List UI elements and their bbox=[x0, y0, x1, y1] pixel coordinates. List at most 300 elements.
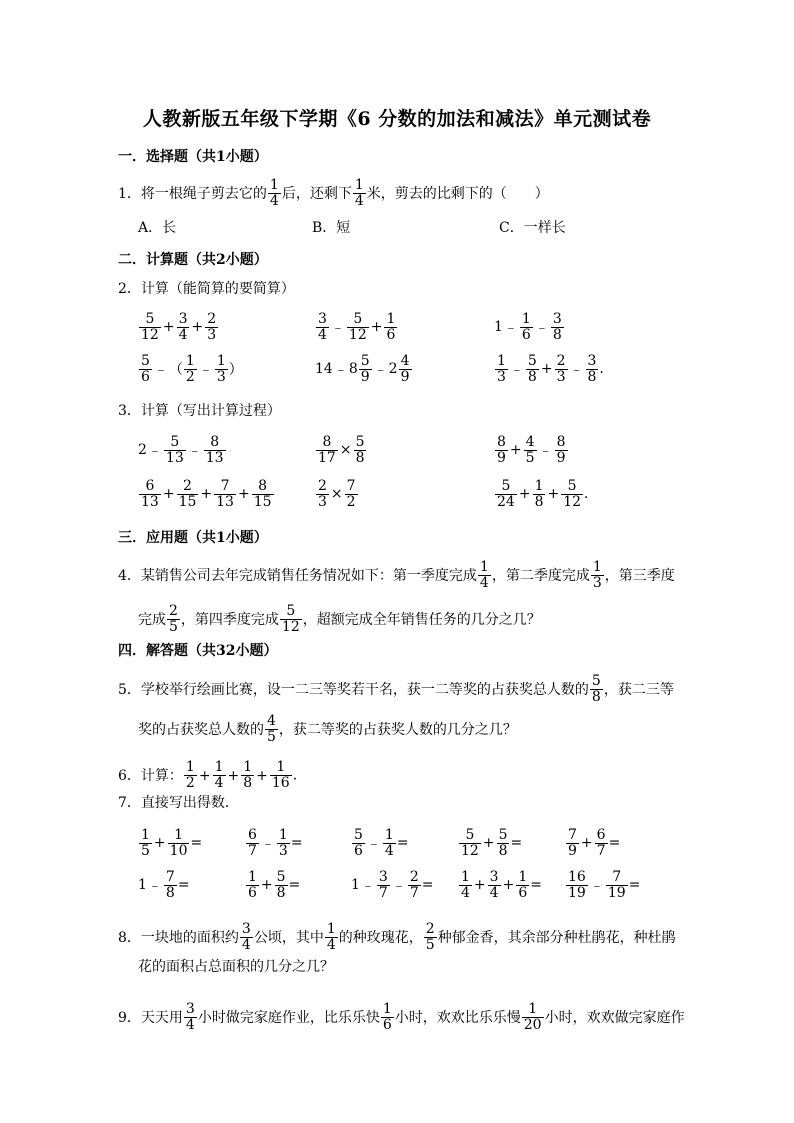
expression-q7-1 bbox=[138, 826, 202, 860]
denominator: 13 bbox=[216, 493, 234, 510]
denominator: 6 bbox=[248, 884, 257, 901]
expression-q2-3 bbox=[494, 310, 565, 344]
fraction bbox=[177, 479, 199, 510]
question-text: 完成 bbox=[138, 611, 166, 628]
minus-sign: ﹣ bbox=[589, 878, 604, 894]
numerator: 4 bbox=[267, 713, 276, 729]
expression-q2-5 bbox=[315, 352, 413, 386]
denominator: 13 bbox=[165, 449, 184, 466]
numerator: 3 bbox=[587, 352, 597, 369]
plus-sign: + bbox=[580, 835, 593, 851]
numerator: 5 bbox=[286, 603, 296, 619]
question-text: 种郁金香，其余部分种杜鹃花，种杜鹃 bbox=[437, 929, 676, 946]
number: 8 bbox=[348, 361, 358, 377]
denominator: 17 bbox=[318, 449, 336, 466]
expression-q7-4 bbox=[458, 826, 522, 860]
times-sign: × bbox=[339, 442, 352, 458]
numerator: 7 bbox=[612, 868, 622, 885]
numerator: 8 bbox=[497, 433, 506, 450]
section-heading-solve: 四．解答题（共32小题） bbox=[118, 643, 278, 659]
question-number: 4． bbox=[118, 567, 141, 584]
denominator: 9 bbox=[568, 842, 577, 859]
plus-sign: + bbox=[191, 319, 204, 335]
denominator: 8 bbox=[355, 449, 365, 466]
denominator: 7 bbox=[248, 842, 257, 859]
denominator: 8 bbox=[591, 689, 601, 705]
question-text: 直接写出得数． bbox=[140, 795, 239, 811]
fraction bbox=[353, 178, 366, 209]
denominator: 7 bbox=[596, 842, 606, 859]
fraction bbox=[139, 312, 161, 343]
question-1 bbox=[118, 178, 549, 209]
numerator: 8 bbox=[556, 433, 566, 450]
numerator: 1 bbox=[269, 177, 279, 193]
expression-q7-5 bbox=[565, 826, 620, 860]
minus-sign: ﹣ bbox=[147, 878, 162, 894]
denominator: 3 bbox=[216, 368, 226, 385]
numerator: 5 bbox=[141, 352, 150, 369]
fraction bbox=[240, 922, 253, 953]
question-number: 7． bbox=[118, 795, 141, 811]
denominator: 3 bbox=[318, 493, 327, 510]
denominator: 12 bbox=[461, 842, 479, 859]
question-text: 某销售公司去年完成销售任务情况如下：第一季度完成 bbox=[140, 567, 477, 584]
fraction bbox=[383, 828, 396, 859]
fraction bbox=[241, 760, 254, 791]
expression-q3-1 bbox=[138, 433, 227, 467]
fraction bbox=[184, 760, 197, 791]
fraction bbox=[184, 354, 197, 385]
denominator: 8 bbox=[498, 842, 508, 859]
fraction bbox=[566, 870, 588, 901]
fraction bbox=[265, 714, 278, 745]
numerator: 5 bbox=[527, 352, 537, 369]
question-text: 一块地的面积约 bbox=[140, 929, 239, 946]
numerator: 1 bbox=[592, 559, 602, 575]
question-9-line-1 bbox=[118, 1002, 685, 1033]
period: . bbox=[292, 767, 298, 784]
fraction bbox=[495, 479, 517, 510]
numerator: 1 bbox=[534, 477, 544, 494]
minus-sign: ﹣ bbox=[538, 443, 553, 459]
denominator: 8 bbox=[276, 884, 286, 901]
denominator: 8 bbox=[243, 775, 253, 791]
numerator: 7 bbox=[165, 868, 175, 885]
plus-sign: + bbox=[227, 767, 240, 784]
fraction bbox=[347, 312, 369, 343]
plus-sign: + bbox=[198, 767, 211, 784]
numerator: 7 bbox=[220, 477, 230, 494]
question-text: 计算（能简算的要简算） bbox=[140, 281, 295, 297]
plus-sign: + bbox=[256, 767, 268, 784]
expression-q3-6 bbox=[494, 477, 589, 511]
minus-sign: ﹣ bbox=[198, 362, 213, 378]
plus-sign: + bbox=[153, 835, 166, 851]
fraction bbox=[384, 312, 397, 343]
fraction bbox=[522, 1002, 544, 1033]
equals-sign: = bbox=[628, 877, 641, 893]
question-5-line-1 bbox=[118, 674, 674, 705]
minus-sign: ﹣ bbox=[260, 836, 275, 852]
denominator: 4 bbox=[326, 937, 336, 953]
fraction bbox=[215, 354, 228, 385]
option-b[interactable]: B．短 bbox=[312, 220, 351, 236]
numerator: 3 bbox=[318, 310, 327, 327]
denominator: 2 bbox=[346, 493, 356, 510]
numerator: 3 bbox=[489, 868, 499, 885]
fraction bbox=[424, 922, 437, 953]
expression-q3-2 bbox=[315, 433, 367, 467]
question-7 bbox=[118, 796, 239, 810]
fraction bbox=[280, 604, 302, 635]
denominator: 8 bbox=[552, 326, 562, 343]
number: 14 bbox=[315, 361, 333, 377]
denominator: 15 bbox=[178, 493, 197, 510]
fraction bbox=[459, 870, 472, 901]
denominator: 16 bbox=[271, 775, 290, 791]
fraction bbox=[168, 828, 190, 859]
fraction bbox=[205, 312, 218, 343]
fraction bbox=[164, 435, 186, 466]
question-text: ，获二三等 bbox=[603, 681, 674, 698]
minus-sign: ﹣ bbox=[333, 362, 348, 378]
option-c[interactable]: C．一样长 bbox=[499, 220, 566, 236]
expression-q7-10 bbox=[565, 868, 640, 902]
expression-q3-4 bbox=[138, 477, 275, 511]
numerator: 1 bbox=[384, 826, 394, 843]
question-3 bbox=[118, 404, 281, 418]
question-text: 将一根绳子剪去它的 bbox=[140, 185, 267, 202]
question-text: 小时做完家庭作业，比乐乐快 bbox=[197, 1009, 380, 1026]
question-number: 1． bbox=[118, 185, 141, 202]
numerator: 5 bbox=[354, 826, 363, 843]
section-heading-choice: 一．选择题（共1小题） bbox=[118, 149, 268, 165]
fraction bbox=[526, 354, 539, 385]
denominator: 12 bbox=[281, 619, 300, 635]
numerator: 4 bbox=[525, 433, 535, 450]
numerator: 1 bbox=[141, 826, 150, 843]
expression-q2-6 bbox=[494, 352, 604, 386]
fraction bbox=[606, 870, 628, 901]
fraction bbox=[345, 479, 358, 510]
fraction bbox=[520, 312, 533, 343]
question-text: 花的面积占总面积的几分之几？ bbox=[138, 959, 334, 975]
fraction bbox=[495, 435, 508, 466]
page-title: 人教新版五年级下学期《6 分数的加法和减法》单元测试卷 bbox=[142, 108, 652, 130]
denominator: 7 bbox=[378, 884, 388, 901]
fraction bbox=[184, 1002, 197, 1033]
fraction bbox=[316, 312, 329, 343]
fraction bbox=[275, 870, 288, 901]
number: 2 bbox=[138, 442, 147, 458]
numerator: 1 bbox=[248, 868, 257, 885]
denominator: 4 bbox=[241, 937, 251, 953]
expression-q7-8 bbox=[351, 868, 434, 902]
question-number: 2． bbox=[118, 281, 141, 297]
fraction bbox=[516, 870, 529, 901]
fraction bbox=[551, 312, 564, 343]
fraction bbox=[459, 828, 481, 859]
numerator: 5 bbox=[567, 477, 577, 494]
minus-sign: ﹣ bbox=[503, 320, 518, 336]
numerator: 2 bbox=[207, 310, 217, 327]
numerator: 3 bbox=[241, 921, 251, 937]
period: . bbox=[599, 361, 604, 377]
equals-sign: = bbox=[510, 835, 523, 851]
plus-sign: + bbox=[547, 486, 560, 502]
numerator: 1 bbox=[497, 352, 506, 369]
question-text: ，超额完成全年销售任务的几分之几？ bbox=[302, 611, 541, 628]
fraction bbox=[167, 604, 180, 635]
numerator: 1 bbox=[326, 921, 336, 937]
denominator: 20 bbox=[523, 1017, 542, 1033]
minus-sign: ﹣ bbox=[391, 878, 406, 894]
numerator: 5 bbox=[591, 673, 601, 689]
fraction bbox=[478, 560, 491, 591]
numerator: 1 bbox=[354, 177, 364, 193]
fraction bbox=[488, 870, 501, 901]
denominator: 24 bbox=[497, 493, 515, 510]
fraction bbox=[139, 354, 152, 385]
numerator: 1 bbox=[386, 310, 396, 327]
question-number: 5． bbox=[118, 681, 141, 698]
denominator: 8 bbox=[165, 884, 175, 901]
question-text: ，获二等奖的占获奖人数的几分之几？ bbox=[278, 721, 517, 738]
fraction bbox=[213, 760, 226, 791]
numerator: 1 bbox=[528, 1001, 538, 1017]
numerator: 1 bbox=[216, 352, 226, 369]
numerator: 5 bbox=[355, 433, 365, 450]
fraction bbox=[352, 828, 365, 859]
numerator: 1 bbox=[276, 759, 286, 775]
question-text: 小时，欢欢比乐乐慢 bbox=[394, 1009, 521, 1026]
equals-sign: = bbox=[290, 835, 303, 851]
expression-q7-2 bbox=[245, 826, 303, 860]
expression-q7-6 bbox=[138, 868, 190, 902]
denominator: 19 bbox=[607, 884, 626, 901]
denominator: 12 bbox=[563, 493, 582, 510]
question-text: ，第四季度完成 bbox=[180, 611, 279, 628]
fraction bbox=[139, 479, 161, 510]
numerator: 7 bbox=[346, 477, 356, 494]
expression-q3-3 bbox=[494, 433, 569, 467]
question-text: 的种玫瑰花， bbox=[338, 929, 423, 946]
minus-sign: ﹣ bbox=[509, 362, 524, 378]
numerator: 2 bbox=[556, 352, 566, 369]
fraction bbox=[408, 870, 421, 901]
numerator: 1 bbox=[214, 759, 224, 775]
numerator: 3 bbox=[178, 310, 188, 327]
question-4-line-1 bbox=[118, 560, 675, 591]
denominator: 7 bbox=[409, 884, 419, 901]
number: 1 bbox=[494, 319, 503, 335]
denominator: 3 bbox=[556, 368, 566, 385]
question-number: 9． bbox=[118, 1009, 141, 1026]
denominator: 13 bbox=[141, 493, 159, 510]
denominator: 9 bbox=[360, 368, 370, 385]
denominator: 6 bbox=[354, 842, 363, 859]
denominator: 4 bbox=[214, 775, 224, 791]
fraction bbox=[139, 828, 152, 859]
numerator: 8 bbox=[322, 433, 332, 450]
equals-sign: = bbox=[190, 835, 203, 851]
denominator: 3 bbox=[207, 326, 217, 343]
fraction bbox=[566, 828, 579, 859]
denominator: 3 bbox=[278, 842, 288, 859]
question-number: 6． bbox=[118, 767, 141, 784]
fraction bbox=[246, 870, 259, 901]
minus-sign: ﹣ bbox=[366, 836, 381, 852]
fraction bbox=[555, 354, 568, 385]
denominator: 3 bbox=[497, 368, 506, 385]
denominator: 5 bbox=[425, 937, 435, 953]
question-4-line-2 bbox=[138, 604, 541, 635]
fraction bbox=[354, 435, 367, 466]
numerator: 6 bbox=[145, 477, 155, 494]
question-text: 计算（写出计算过程） bbox=[140, 403, 281, 419]
expression-q2-4 bbox=[138, 352, 243, 386]
denominator: 5 bbox=[141, 842, 150, 859]
fraction bbox=[325, 922, 338, 953]
numerator: 2 bbox=[169, 603, 178, 619]
expression-q7-7 bbox=[245, 868, 300, 902]
numerator: 2 bbox=[183, 477, 192, 494]
numerator: 1 bbox=[278, 826, 288, 843]
minus-sign: ﹣ bbox=[360, 878, 375, 894]
plus-sign: + bbox=[509, 442, 522, 458]
fraction bbox=[497, 828, 510, 859]
plus-sign: + bbox=[370, 319, 383, 335]
plus-sign: + bbox=[162, 319, 175, 335]
denominator: 9 bbox=[556, 449, 566, 466]
fraction bbox=[524, 435, 537, 466]
question-text: 公顷，其中 bbox=[253, 929, 324, 946]
numerator: 5 bbox=[360, 352, 370, 369]
denominator: 5 bbox=[267, 729, 276, 745]
question-2 bbox=[118, 282, 295, 296]
denominator: 4 bbox=[354, 193, 364, 209]
numerator: 5 bbox=[353, 310, 363, 327]
minus-sign: ﹣ bbox=[153, 362, 168, 378]
numerator: 5 bbox=[145, 310, 155, 327]
times-sign: × bbox=[330, 486, 343, 502]
denominator: 4 bbox=[461, 884, 470, 901]
plus-sign: + bbox=[237, 486, 250, 502]
numerator: 6 bbox=[596, 826, 606, 843]
fraction bbox=[270, 760, 292, 791]
question-text: ，第二季度完成 bbox=[491, 567, 590, 584]
fraction bbox=[277, 828, 290, 859]
numerator: 2 bbox=[409, 868, 419, 885]
denominator: 6 bbox=[382, 1017, 392, 1033]
plus-sign: + bbox=[260, 877, 273, 893]
plus-sign: + bbox=[200, 486, 213, 502]
denominator: 9 bbox=[400, 368, 410, 385]
numerator: 1 bbox=[243, 759, 253, 775]
fraction bbox=[495, 354, 508, 385]
denominator: 4 bbox=[489, 884, 499, 901]
fraction bbox=[204, 435, 226, 466]
numerator: 3 bbox=[552, 310, 562, 327]
numerator: 5 bbox=[465, 826, 475, 843]
denominator: 4 bbox=[178, 326, 188, 343]
equals-sign: = bbox=[396, 835, 409, 851]
fraction bbox=[591, 560, 604, 591]
denominator: 15 bbox=[253, 493, 272, 510]
denominator: 6 bbox=[386, 326, 396, 343]
numerator: 5 bbox=[170, 433, 180, 450]
minus-sign: ﹣ bbox=[569, 362, 584, 378]
paren: （ bbox=[168, 362, 183, 378]
numerator: 5 bbox=[501, 477, 511, 494]
option-a[interactable]: A．长 bbox=[138, 220, 177, 236]
question-8-line-1 bbox=[118, 922, 676, 953]
denominator: 4 bbox=[318, 326, 327, 343]
numerator: 1 bbox=[521, 310, 531, 327]
fraction bbox=[268, 178, 281, 209]
question-8-line-2 bbox=[138, 960, 334, 974]
fraction bbox=[316, 479, 329, 510]
expression-q7-9 bbox=[458, 868, 542, 902]
question-5-line-2 bbox=[138, 714, 517, 745]
fraction bbox=[252, 479, 274, 510]
numerator: 4 bbox=[400, 352, 410, 369]
numerator: 2 bbox=[318, 477, 327, 494]
question-6 bbox=[118, 760, 297, 791]
fraction bbox=[561, 479, 583, 510]
denominator: 8 bbox=[527, 368, 537, 385]
fraction bbox=[590, 674, 603, 705]
fraction bbox=[246, 828, 259, 859]
numerator: 7 bbox=[568, 826, 577, 843]
minus-sign: ﹣ bbox=[373, 362, 388, 378]
question-text: ，第三季度 bbox=[604, 567, 675, 584]
denominator: 13 bbox=[205, 449, 224, 466]
equals-sign: = bbox=[421, 877, 434, 893]
denominator: 5 bbox=[525, 449, 535, 466]
denominator: 8 bbox=[587, 368, 597, 385]
denominator: 4 bbox=[384, 842, 394, 859]
numerator: 16 bbox=[568, 868, 586, 885]
denominator: 9 bbox=[497, 449, 506, 466]
numerator: 6 bbox=[248, 826, 257, 843]
plus-sign: + bbox=[518, 486, 531, 502]
numerator: 1 bbox=[185, 759, 195, 775]
minus-sign: ﹣ bbox=[147, 443, 162, 459]
denominator: 4 bbox=[185, 1017, 195, 1033]
fraction bbox=[533, 479, 546, 510]
fraction bbox=[316, 435, 338, 466]
fraction bbox=[164, 870, 177, 901]
denominator: 10 bbox=[169, 842, 188, 859]
numerator: 1 bbox=[479, 559, 489, 575]
numerator: 5 bbox=[276, 868, 286, 885]
plus-sign: + bbox=[473, 877, 486, 893]
denominator: 2 bbox=[185, 368, 195, 385]
question-text: 奖的占获奖总人数的 bbox=[138, 721, 264, 738]
question-text: 天天用 bbox=[140, 1009, 183, 1026]
fraction bbox=[177, 312, 190, 343]
numerator: 5 bbox=[498, 826, 508, 843]
numerator: 1 bbox=[461, 868, 470, 885]
denominator: 2 bbox=[185, 775, 195, 791]
fraction bbox=[399, 354, 412, 385]
denominator: 6 bbox=[521, 326, 531, 343]
denominator: 12 bbox=[348, 326, 367, 343]
denominator: 8 bbox=[534, 493, 544, 510]
plus-sign: + bbox=[502, 877, 515, 893]
numerator: 1 bbox=[382, 1001, 392, 1017]
